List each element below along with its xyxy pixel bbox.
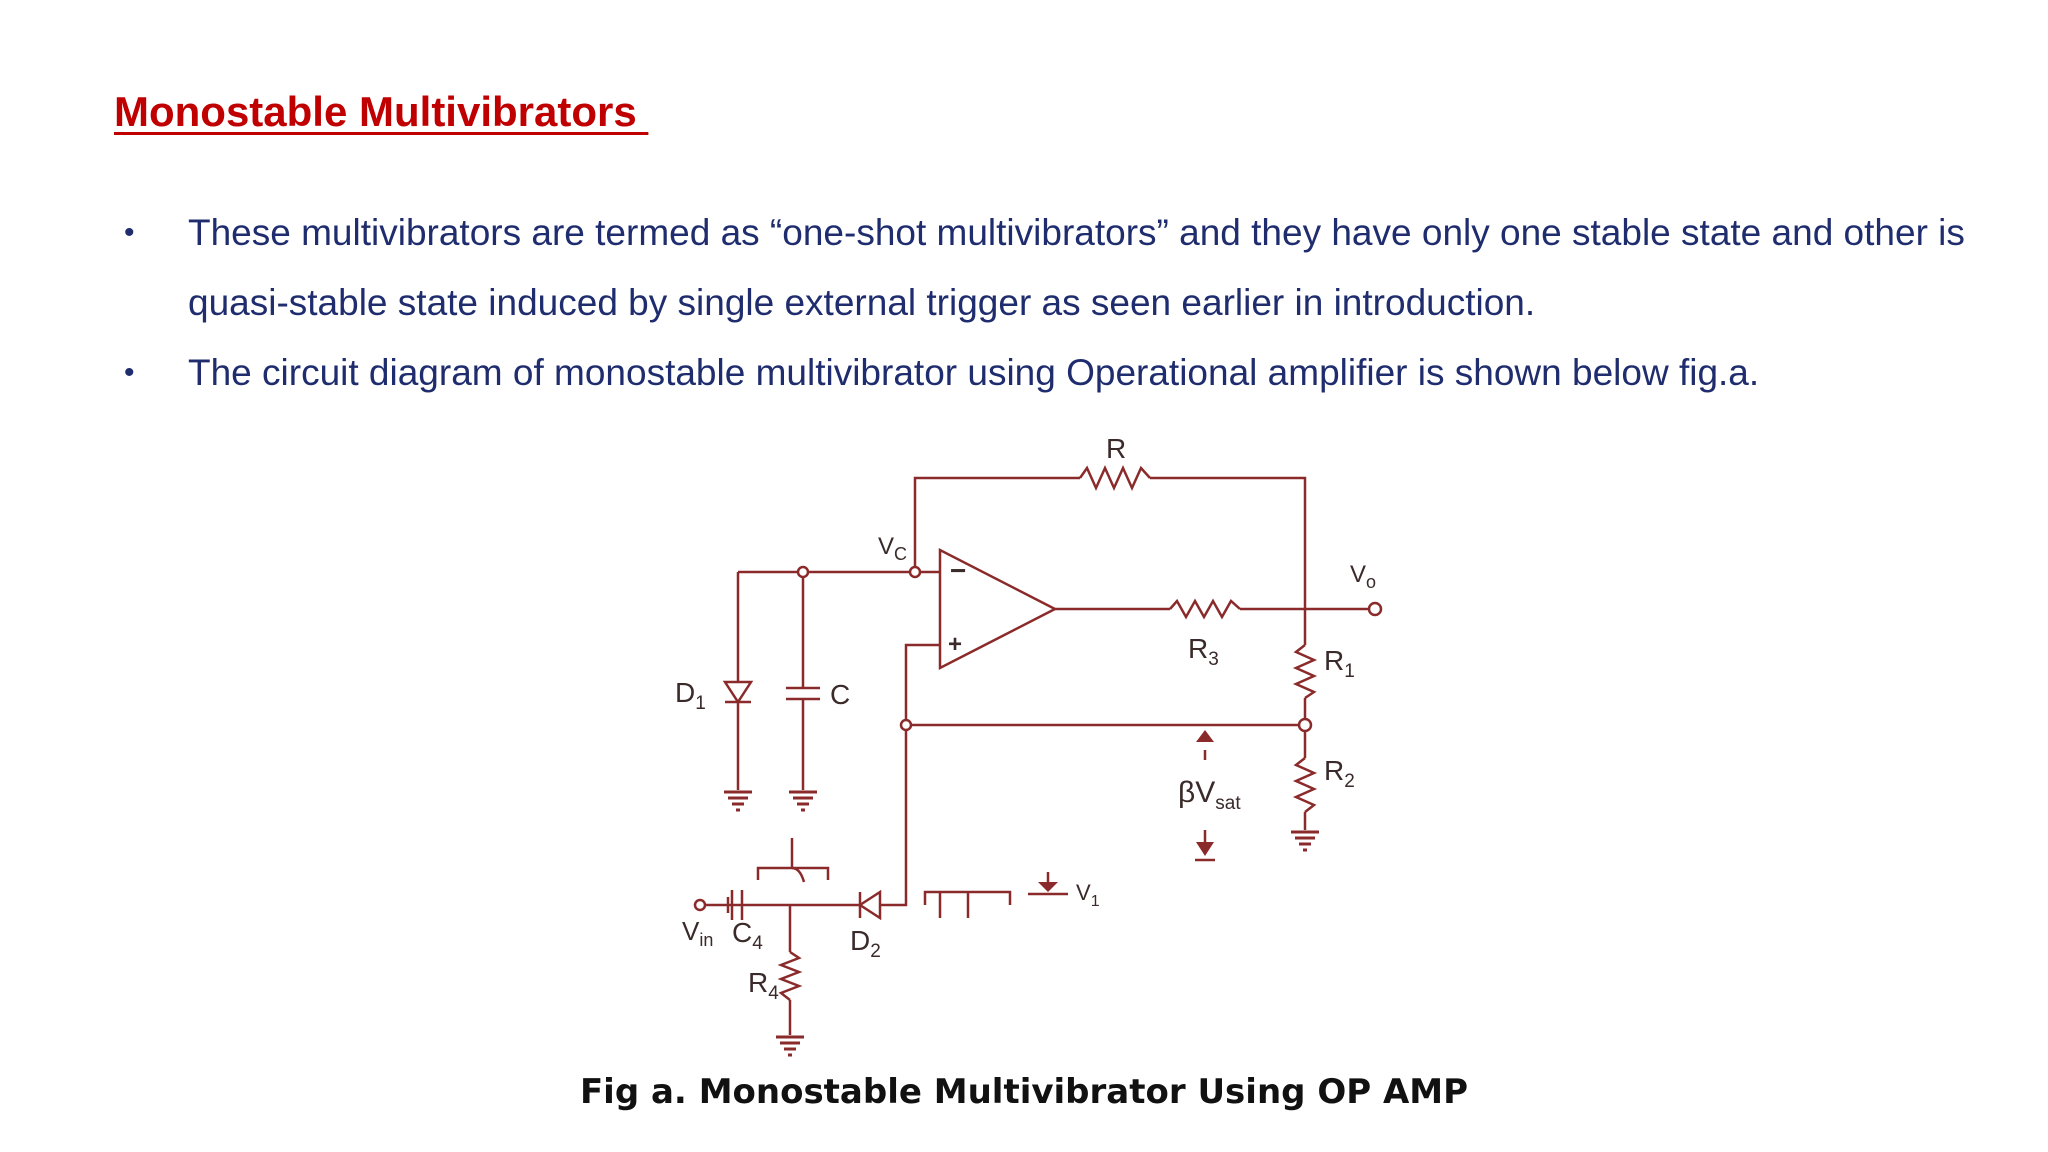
ground-r2	[1291, 832, 1319, 850]
grounds	[724, 792, 1319, 1055]
bullet-text: The circuit diagram of monostable multivibrator using Operational amplifier is shown below fig.a.	[188, 352, 1760, 393]
differentiated-pulse-top	[758, 868, 828, 880]
resistor-r	[1080, 468, 1150, 488]
diode-d1-body	[725, 682, 751, 702]
ground-r4	[776, 1037, 804, 1055]
label-vin: $V_{in}$	[682, 916, 714, 950]
ground-d1	[724, 792, 752, 810]
d2-right-wire	[880, 725, 906, 905]
label-r: R	[1106, 433, 1127, 464]
slide-title: Monostable Multivibrators	[114, 88, 649, 135]
bullet-marker: •	[124, 356, 135, 389]
op-amp-plus-sign: +	[948, 631, 963, 658]
label-r3: $R_3$	[1188, 633, 1219, 670]
label-v1: $V_1$	[1076, 880, 1100, 910]
node-noninverting	[901, 720, 911, 730]
beta-arrow-down-head	[1196, 842, 1214, 856]
v1-arrow-head	[1038, 882, 1058, 892]
op-amp-minus-sign: −	[950, 555, 967, 586]
label-c: C	[830, 679, 851, 710]
label-beta-vsat: $\beta V_{sat}$	[1178, 776, 1241, 814]
figure-caption: Fig a. Monostable Multivibrator Using OP AMP	[579, 1072, 1469, 1112]
node-vo	[1369, 603, 1381, 615]
circuit-diagram	[640, 420, 1460, 1070]
arrowheads	[1038, 730, 1214, 892]
bullet-text: These multivibrators are termed as “one-shot multivibrators” and they have only one stable state and other is quasi-stable state induced by single external trigger as seen earlier in introduction.	[188, 212, 1965, 323]
node-beta	[1299, 719, 1311, 731]
differentiated-spike	[792, 838, 804, 882]
resistor-r1	[1296, 645, 1314, 698]
label-d2: $D_2$	[850, 925, 881, 962]
ground-c	[789, 792, 817, 810]
label-vo: $V_o$	[1350, 561, 1377, 592]
node-c-top	[798, 567, 808, 577]
feedback-wire-right	[1150, 478, 1305, 608]
bullet-marker: •	[124, 216, 135, 249]
label-r1: $R_1$	[1324, 645, 1355, 682]
bullet-list	[124, 198, 1984, 408]
diode-d2-body	[860, 892, 880, 918]
resistor-r4	[781, 952, 799, 1000]
circuit-figure	[640, 420, 1460, 1070]
bullet-item	[124, 338, 1984, 408]
label-vc: $V_C$	[878, 533, 908, 564]
label-d1: $D_1$	[675, 677, 706, 714]
resistor-r2	[1296, 758, 1314, 812]
label-r2: $R_2$	[1324, 755, 1355, 792]
label-c4: $C_4$	[732, 917, 763, 954]
node-vc	[910, 567, 920, 577]
resistor-r3	[1170, 601, 1240, 617]
bullet-item	[124, 198, 1984, 338]
noninverting-input-wire	[906, 645, 940, 725]
wires	[700, 468, 1370, 1035]
node-vin	[695, 900, 705, 910]
label-r4: $R_4$	[748, 967, 779, 1004]
beta-arrow-up-head	[1196, 730, 1214, 742]
